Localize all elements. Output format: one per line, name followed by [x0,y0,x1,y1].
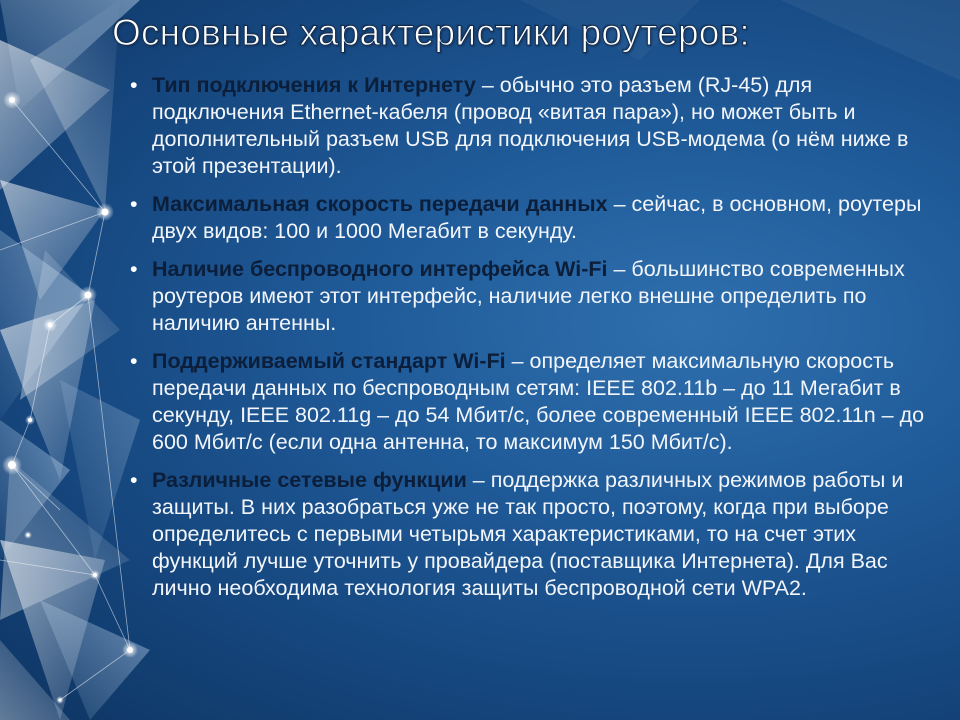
bullet-item-wifi-standard [130,348,930,456]
bullet-icon: • [130,468,138,492]
bullet-item-wifi-interface [130,256,930,337]
bullet-icon: • [130,192,138,216]
bullet-term: Поддерживаемый стандарт Wi-Fi [152,349,506,373]
bullet-description: – определяет максимальную скорость передачи данных по беспроводным сетям: IEEE 802.11b – до 11 Мегабит в секунду, IEEE 802.11g – до 54 Мбит/с, более современный IEEE 802.11n – до 600 Мбит/с (если одна антенна, то максимум 150 Мбит/с). [152,349,925,454]
bullet-item-network-functions [130,467,930,602]
bullet-description: – сейчас, в основном, роутеры двух видов: 100 и 1000 Мегабит в секунду. [152,192,922,243]
bullet-icon: • [130,257,138,281]
bullet-list [130,72,930,613]
bullet-description: – поддержка различных режимов работы и защиты. В них разобраться уже не так просто, поэтому, когда при выборе определитесь с первыми четырьмя характеристиками, то на счет этих функций лучше уточнить у провайдера (поставщика Интернета). Для Вас лично необходима технология защиты беспроводной сети WPA2. [152,468,904,600]
bullet-item-connection-type [130,72,930,180]
bullet-term: Максимальная скорость передачи данных [152,192,608,216]
bullet-icon: • [130,349,138,373]
bullet-term: Тип подключения к Интернету [152,73,476,97]
bullet-icon: • [130,73,138,97]
bullet-description: – обычно это разъем (RJ-45) для подключения Ethernet-кабеля (провод «витая пара»), но может быть и дополнительный разъем USB для подключения USB-модема (о нём ниже в этой презентации). [152,73,909,178]
bullet-item-max-speed [130,191,930,245]
bullet-term: Наличие беспроводного интерфейса Wi-Fi [152,257,608,281]
bullet-term: Различные сетевые функции [152,468,467,492]
slide-title: Основные характеристики роутеров: [112,12,750,53]
bullet-description: – большинство современных роутеров имеют этот интерфейс, наличие легко внешне определить по наличию антенны. [152,257,905,335]
